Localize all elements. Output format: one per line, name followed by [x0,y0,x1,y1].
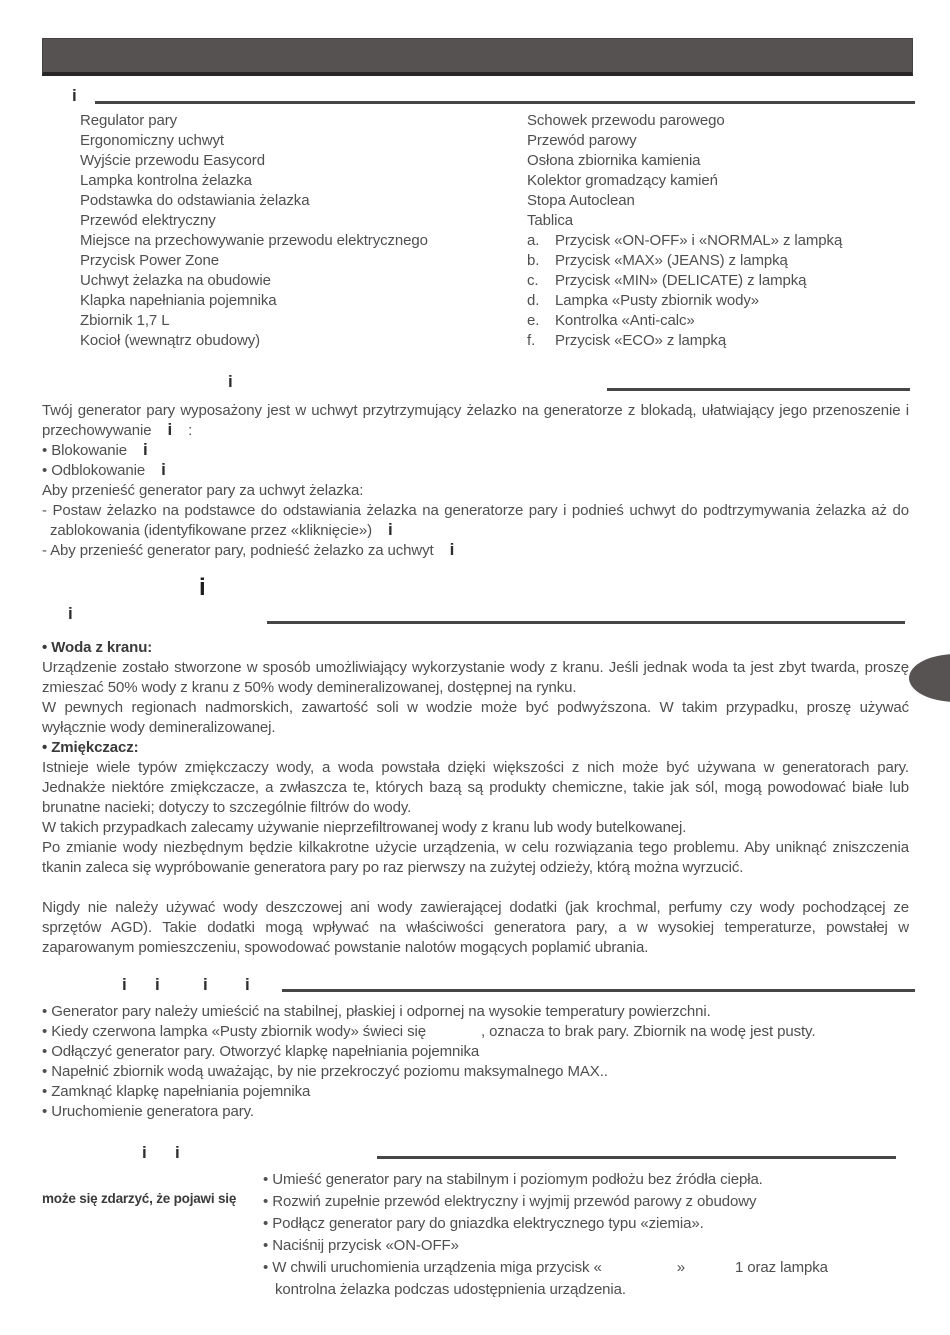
info-marker: i [175,1143,180,1162]
item-letter: e. [527,312,540,329]
filling-bullet: • Zamknąć klapkę napełniania pojemnika [42,1083,311,1100]
item-letter: b. [527,252,540,269]
item-text: Przycisk «ECO» z lampką [555,332,727,349]
info-marker: i [245,975,250,994]
parts-list-right-column [527,111,920,351]
startup-bullet-continuation: kontrolna żelazka podczas udostępnienia urządzenia. [275,1281,626,1298]
startup-bullet [263,1257,911,1279]
parts-item: Uchwyt żelazka na obudowie [80,272,271,289]
info-marker: i [228,372,233,391]
startup-bullet: • Rozwiń zupełnie przewód elektryczny i wyjmij przewód parowy z obudowy [263,1193,757,1210]
info-marker: i [72,86,77,105]
section-rule [267,621,905,624]
parts-item: Przewód elektryczny [80,212,216,229]
header-bar [42,38,913,76]
water-section [42,638,909,958]
info-marker: i [449,540,455,559]
filling-bullet: • Odłączyć generator pary. Otworzyć klapkę napełniania pojemnika [42,1043,480,1060]
info-marker: i [388,520,393,539]
parts-item: Regulator pary [80,112,177,129]
parts-item: Osłona zbiornika kamienia [527,152,701,169]
item-letter: a. [527,232,540,249]
bullet-text: » [676,1259,685,1276]
paragraph-spacer [42,878,909,898]
parts-lettered-item [527,331,920,351]
filling-section [42,1002,917,1122]
carry-title: Aby przenieść generator pary za uchwyt żelazka: [42,482,364,499]
item-text: Przycisk «MIN» (DELICATE) z lampką [555,272,807,289]
startup-bullet: • Podłącz generator pary do gniazdka elektrycznego typu «ziemia». [263,1215,704,1232]
parts-item: Lampka kontrolna żelazka [80,172,252,189]
parts-lettered-item [527,311,920,331]
intro-colon: : [188,422,193,439]
parts-item: Stopa Autoclean [527,192,635,209]
page-edge-tab [909,654,950,702]
lock-bullet [42,441,909,461]
parts-lettered-item [527,291,920,311]
carry-step [42,501,909,541]
tap-water-heading: • Woda z kranu: [42,639,153,656]
softener-heading: • Zmiękczacz: [42,739,139,756]
info-marker: i [161,460,166,479]
parts-item: Przewód parowy [527,132,637,149]
parts-item: Schowek przewodu parowego [527,112,725,129]
item-text: Kontrolka «Anti-calc» [555,312,695,329]
bullet-text: , oznacza to brak pary. Zbiornik na wodę jest pusty. [480,1023,816,1040]
item-letter: f. [527,332,536,349]
info-marker: i [142,440,148,459]
carry-step [42,541,909,561]
bullet-text: 1 oraz lampka [734,1259,828,1276]
startup-side-note: może się zdarzyć, że pojawi się [42,1191,237,1206]
tap-water-paragraph: W pewnych regionach nadmorskich, zawartość soli w wodzie może być podwyższona. W takim przypadku, proszę używać wyłącznie wody demineralizowanej. [42,699,909,736]
parts-item: Podstawka do odstawiania żelazka [80,192,310,209]
parts-item: Kocioł (wewnątrz obudowy) [80,332,261,349]
filling-bullet: • Uruchomienie generatora pary. [42,1103,254,1120]
softener-paragraph: Po zmianie wody niezbędnym będzie kilkakrotne użycie urządzenia, w celu rozwiązania tego problemu. Aby uniknąć zniszczenia tkanin zaleca się wypróbowanie generatora pary po raz pierwszy na zużytej odzieży, którą można wyrzucić. [42,839,909,876]
step-text: - Aby przenieść generator pary, podnieść żelazko za uchwyt [42,542,434,559]
parts-item: Ergonomiczny uchwyt [80,132,224,149]
tap-water-paragraph: Urządzenie zostało stworzone w sposób umożliwiający wykorzystanie wody z kranu. Jeśli jednak woda ta jest zbyt twarda, proszę zmieszać 50% wody z kranu z 50% wody demineralizowanej, dostępnej na rynku. [42,659,909,696]
parts-lettered-item [527,271,920,291]
parts-item: Zbiornik 1,7 L [80,312,170,329]
parts-list [80,111,920,351]
softener-paragraph: W takich przypadkach zalecamy używanie nieprzefiltrowanej wody z kranu lub wody butelkowanej. [42,819,687,836]
startup-bullet: • Naciśnij przycisk «ON-OFF» [263,1237,459,1254]
step-text: - Postaw żelazko na podstawce do odstawiania żelazka na generatorze pary i podnieś uchwyt do podtrzymywania żelazka aż do zablokowania (identyfikowane przez «kliknięcie») [42,502,909,539]
softener-paragraph: Istnieje wiele typów zmiękczaczy wody, a woda powstała dzięki większości z nich może być używana w generatorach pary. Jednakże niektóre zmiękczacze, a zwłaszcza te, których bazą są produkty chemiczne, takie jak sól, mogą powodować białe lub brunatne nacieki; dotyczy to szczególnie filtrów do wody. [42,759,909,816]
filling-bullet: • Napełnić zbiornik wodą uważając, by nie przekroczyć poziomu maksymalnego MAX.. [42,1063,608,1080]
parts-list-left-column [80,111,527,351]
info-marker: i [167,420,173,439]
section-rule [607,388,910,391]
intro-text: Twój generator pary wyposażony jest w uchwyt przytrzymujący żelazko na generatorze z blokadą, ułatwiający jego przenoszenie i przechowywanie [42,402,909,439]
parts-item: Klapka napełniania pojemnika [80,292,277,309]
startup-section [263,1169,911,1301]
bullet-text: • Kiedy czerwona lampka «Pusty zbiornik wody» świeci się [42,1023,426,1040]
item-letter: d. [527,292,540,309]
lock-intro [42,401,909,441]
lock-section [42,401,909,561]
item-text: Lampka «Pusty zbiornik wody» [555,292,759,309]
parts-item: Kolektor gromadzący kamień [527,172,718,189]
parts-lettered-item [527,251,920,271]
section-rule [377,1156,896,1159]
startup-bullet: • Umieść generator pary na stabilnym i poziomym podłożu bez źródła ciepła. [263,1171,763,1188]
item-text: Przycisk «MAX» (JEANS) z lampką [555,252,788,269]
section-rule [95,101,915,104]
parts-lettered-item [527,231,920,251]
info-marker: i [155,975,160,994]
bullet-text: • W chwili uruchomienia urządzenia miga przycisk « [263,1259,602,1276]
unlock-bullet [42,461,909,481]
parts-item: Tablica [527,212,573,229]
water-warning-paragraph: Nigdy nie należy używać wody deszczowej ani wody zawierającej dodatki (jak krochmal, perfumy czy wody pochodzącej ze sprzętów AGD). Takie dodatki mogą wpływać na właściwości generatora pary, a w wysokiej temperaturze, powstałej w zaparowanym pomieszczeniu, spowodować powstanie nalotów mogących poplamić ubrania. [42,899,909,956]
item-letter: c. [527,272,539,289]
info-marker: i [199,574,206,601]
section-rule [282,989,915,992]
info-marker: i [68,604,73,623]
parts-item: Przycisk Power Zone [80,252,219,269]
info-marker: i [122,975,127,994]
parts-item: Wyjście przewodu Easycord [80,152,265,169]
parts-item: Miejsce na przechowywanie przewodu elektrycznego [80,232,428,249]
info-marker: i [203,975,208,994]
bullet-text: • Blokowanie [42,442,127,459]
filling-bullet [42,1022,917,1042]
item-text: Przycisk «ON-OFF» i «NORMAL» z lampką [555,232,843,249]
bullet-text: • Odblokowanie [42,462,146,479]
info-marker: i [142,1143,147,1162]
filling-bullet: • Generator pary należy umieścić na stabilnej, płaskiej i odpornej na wysokie temperatury powierzchni. [42,1003,711,1020]
